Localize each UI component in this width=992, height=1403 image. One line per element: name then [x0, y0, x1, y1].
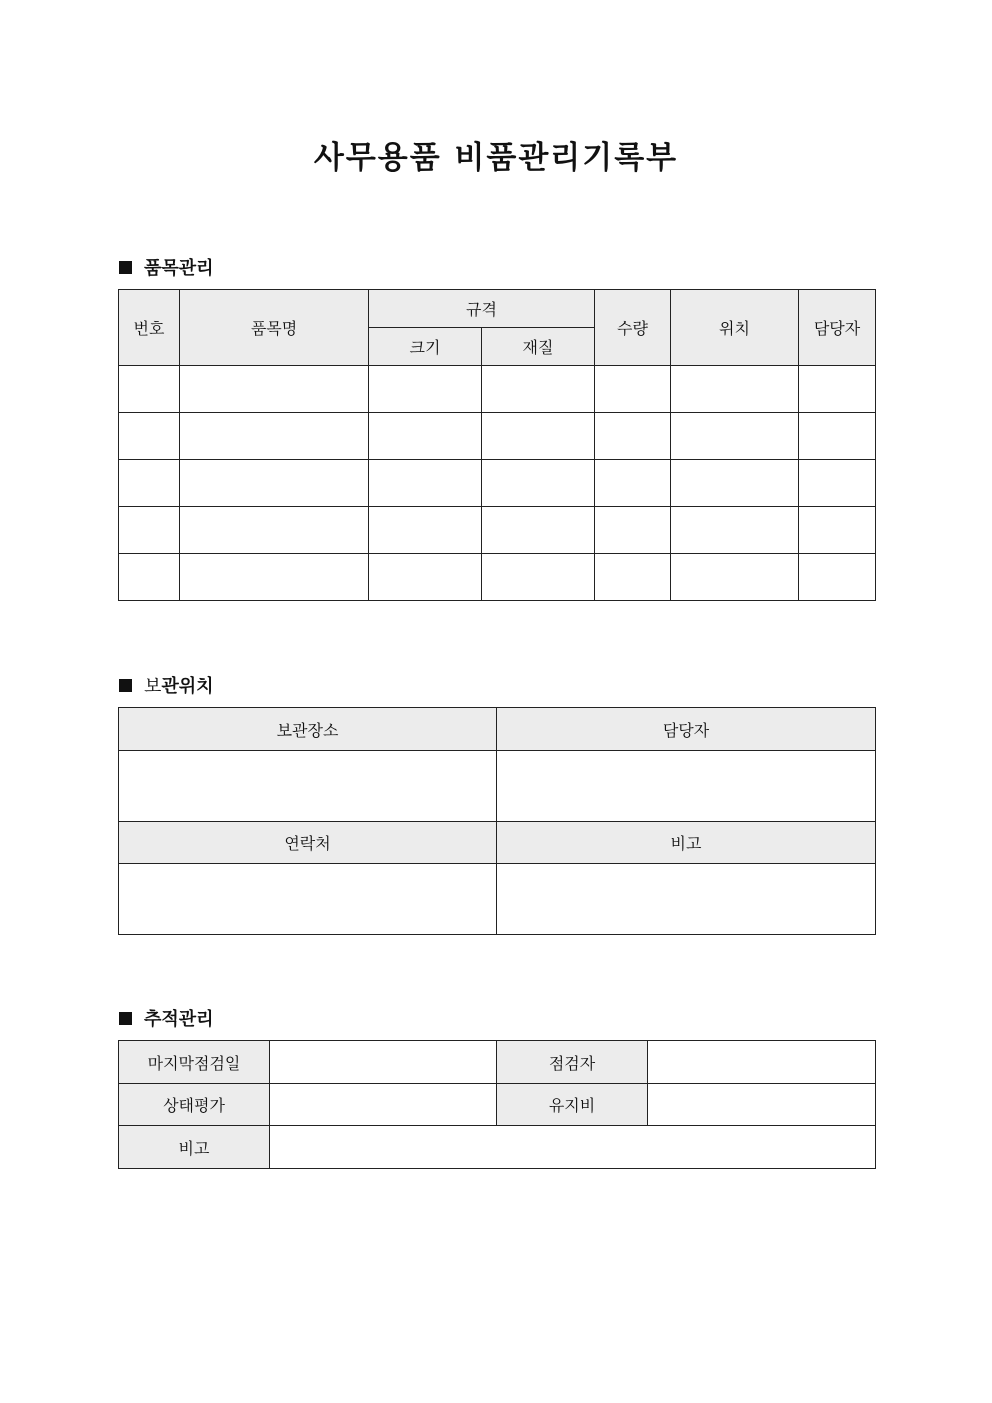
table-row — [119, 460, 876, 507]
cell-size[interactable] — [369, 460, 482, 507]
storage-place-label: 보관장소 — [119, 708, 497, 751]
storage-contact-label: 연락처 — [119, 822, 497, 864]
header-item-name: 품목명 — [180, 290, 369, 366]
maintenance-field[interactable] — [648, 1084, 876, 1126]
storage-note-field[interactable] — [497, 864, 876, 935]
cell-no[interactable] — [119, 413, 180, 460]
cell-size[interactable] — [369, 366, 482, 413]
storage-table — [118, 707, 876, 935]
cell-item-name[interactable] — [180, 413, 369, 460]
tracking-section-heading — [119, 1005, 214, 1031]
last-inspection-label: 마지막점검일 — [119, 1041, 270, 1084]
inspector-field[interactable] — [648, 1041, 876, 1084]
cell-location[interactable] — [671, 366, 799, 413]
cell-quantity[interactable] — [595, 460, 671, 507]
cell-quantity[interactable] — [595, 554, 671, 601]
square-bullet-icon — [119, 1012, 132, 1025]
tracking-note-label: 비고 — [119, 1126, 270, 1169]
condition-field[interactable] — [270, 1084, 497, 1126]
storage-manager-field[interactable] — [497, 751, 876, 822]
cell-size[interactable] — [369, 554, 482, 601]
cell-manager[interactable] — [799, 413, 876, 460]
cell-no[interactable] — [119, 460, 180, 507]
storage-note-label: 비고 — [497, 822, 876, 864]
tracking-heading-text: 추적관리 — [144, 1009, 214, 1030]
maintenance-label: 유지비 — [497, 1084, 648, 1126]
cell-item-name[interactable] — [180, 554, 369, 601]
cell-material[interactable] — [482, 413, 595, 460]
items-heading-text: 품목관리 — [144, 258, 214, 279]
cell-location[interactable] — [671, 554, 799, 601]
cell-material[interactable] — [482, 507, 595, 554]
cell-no[interactable] — [119, 507, 180, 554]
cell-manager[interactable] — [799, 554, 876, 601]
header-location: 위치 — [671, 290, 799, 366]
storage-heading-text: 관위치 — [161, 676, 214, 697]
cell-no[interactable] — [119, 554, 180, 601]
cell-location[interactable] — [671, 460, 799, 507]
cell-material[interactable] — [482, 366, 595, 413]
table-row — [119, 554, 876, 601]
storage-manager-label: 담당자 — [497, 708, 876, 751]
tracking-table — [118, 1040, 876, 1169]
cell-manager[interactable] — [799, 507, 876, 554]
storage-heading-prefix: 보 — [144, 676, 162, 697]
cell-location[interactable] — [671, 413, 799, 460]
storage-section-heading — [119, 672, 214, 698]
storage-contact-field[interactable] — [119, 864, 497, 935]
header-material: 재질 — [482, 328, 595, 366]
header-size: 크기 — [369, 328, 482, 366]
header-spec: 규격 — [369, 290, 595, 328]
condition-label: 상태평가 — [119, 1084, 270, 1126]
cell-quantity[interactable] — [595, 413, 671, 460]
cell-no[interactable] — [119, 366, 180, 413]
cell-quantity[interactable] — [595, 507, 671, 554]
cell-manager[interactable] — [799, 460, 876, 507]
square-bullet-icon — [119, 261, 132, 274]
cell-quantity[interactable] — [595, 366, 671, 413]
header-quantity: 수량 — [595, 290, 671, 366]
cell-item-name[interactable] — [180, 366, 369, 413]
cell-size[interactable] — [369, 413, 482, 460]
page-title: 사무용품 비품관리기록부 — [313, 140, 679, 176]
cell-item-name[interactable] — [180, 460, 369, 507]
square-bullet-icon — [119, 679, 132, 692]
storage-place-field[interactable] — [119, 751, 497, 822]
header-manager: 담당자 — [799, 290, 876, 366]
cell-manager[interactable] — [799, 366, 876, 413]
table-row — [119, 366, 876, 413]
cell-location[interactable] — [671, 507, 799, 554]
table-row — [119, 413, 876, 460]
table-row — [119, 507, 876, 554]
items-section-heading — [119, 254, 214, 280]
cell-material[interactable] — [482, 554, 595, 601]
items-table — [118, 289, 876, 601]
cell-material[interactable] — [482, 460, 595, 507]
last-inspection-field[interactable] — [270, 1041, 497, 1084]
cell-size[interactable] — [369, 507, 482, 554]
inspector-label: 점검자 — [497, 1041, 648, 1084]
cell-item-name[interactable] — [180, 507, 369, 554]
header-no: 번호 — [119, 290, 180, 366]
tracking-note-field[interactable] — [270, 1126, 876, 1169]
